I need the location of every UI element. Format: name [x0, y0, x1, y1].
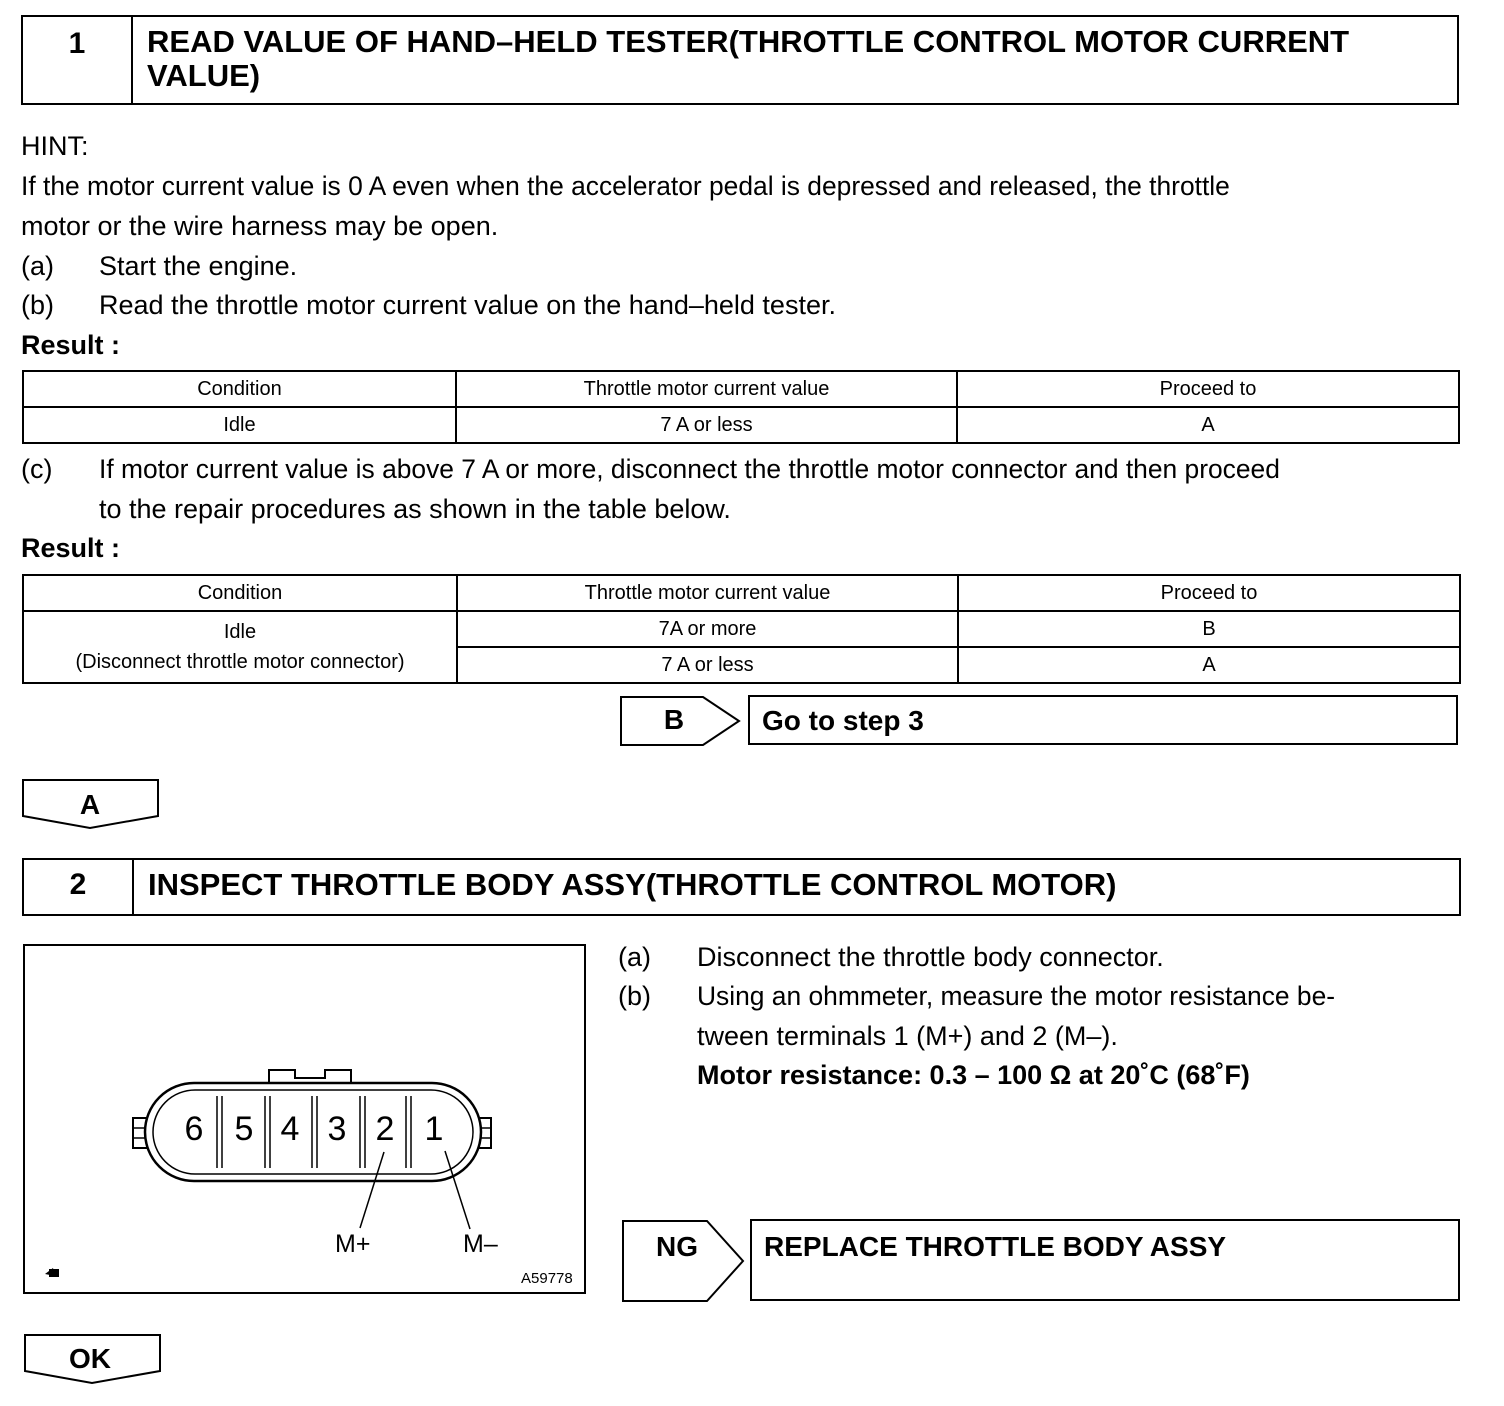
branch-a-tag: A: [79, 789, 101, 820]
step-b-label: (b): [21, 290, 54, 320]
label-m-plus: M+: [335, 1230, 371, 1258]
table-header-row: [23, 371, 1459, 407]
step-2-header: [22, 858, 1461, 916]
condition-line1: Idle: [223, 621, 257, 643]
terminal-5: 5: [234, 1110, 254, 1148]
step-c-text-line1: If motor current value is above 7 A or more, disconnect the throttle motor connector and then proceed: [99, 454, 1280, 484]
header-proceed-to: Proceed to: [957, 371, 1459, 407]
result-label: Result :: [21, 330, 121, 360]
step-title: INSPECT THROTTLE BODY ASSY(THROTTLE CONTROL MOTOR): [148, 867, 1117, 902]
cell-proceed-to: B: [958, 611, 1460, 647]
branch-b-result: Go to step 3: [748, 695, 1458, 745]
step-1-header: [21, 15, 1459, 105]
figure-id: A59778: [521, 1270, 573, 1287]
hint-text-line1: If the motor current value is 0 A even when the accelerator pedal is depressed and released, the throttle: [21, 171, 1230, 201]
cell-proceed-to: A: [957, 407, 1459, 443]
terminal-4: 4: [280, 1110, 300, 1148]
header-current-value: Throttle motor current value: [457, 575, 958, 611]
step2-b-text-line2: tween terminals 1 (M+) and 2 (M–).: [697, 1021, 1118, 1051]
hint-text-line2: motor or the wire harness may be open.: [21, 211, 499, 241]
step2-b-text-line1: Using an ohmmeter, measure the motor resistance be-: [697, 981, 1336, 1011]
table-row: [23, 407, 1459, 443]
result-label-2: Result :: [21, 533, 121, 563]
step-number: 1: [23, 17, 133, 103]
cell-current-value: 7 A or less: [456, 407, 957, 443]
cell-current-value: 7A or more: [457, 611, 958, 647]
step-c-text-line2: to the repair procedures as shown in the table below.: [99, 494, 731, 524]
header-condition: Condition: [23, 371, 456, 407]
header-proceed-to: Proceed to: [958, 575, 1460, 611]
step-c-label: (c): [21, 454, 53, 484]
result-table-1: [22, 370, 1460, 444]
cell-condition: [23, 611, 457, 683]
branch-ng-tag: NG: [656, 1231, 698, 1262]
label-m-minus: M–: [463, 1230, 498, 1258]
branch-ok-tag: OK: [69, 1343, 111, 1374]
hint-label: HINT:: [21, 131, 89, 161]
cell-proceed-to: A: [958, 647, 1460, 683]
header-current-value: Throttle motor current value: [456, 371, 957, 407]
step-a-label: (a): [21, 251, 54, 281]
table-row: [23, 611, 1460, 647]
header-condition: Condition: [23, 575, 457, 611]
condition-line2: (Disconnect throttle motor connector): [75, 651, 405, 673]
step-title: READ VALUE OF HAND–HELD TESTER(THROTTLE CONTROL MOTOR CURRENT VALUE): [147, 24, 1350, 93]
cell-condition: Idle: [23, 407, 456, 443]
step2-a-label: (a): [618, 942, 651, 972]
step-a-text: Start the engine.: [99, 251, 298, 281]
terminal-2: 2: [375, 1110, 395, 1148]
corner-mark-icon: [45, 1268, 59, 1277]
result-table-2: [22, 574, 1461, 684]
terminal-1: 1: [424, 1110, 444, 1148]
terminal-6: 6: [184, 1110, 204, 1148]
cell-current-value: 7 A or less: [457, 647, 958, 683]
table-header-row: [23, 575, 1460, 611]
motor-resistance-spec: Motor resistance: 0.3 – 100 Ω at 20˚C (68˚F): [697, 1060, 1250, 1090]
step-b-text: Read the throttle motor current value on the hand–held tester.: [99, 290, 836, 320]
connector-figure: [23, 944, 586, 1294]
branch-b-tag: B: [663, 704, 685, 735]
step-number: 2: [24, 860, 134, 914]
step2-a-text: Disconnect the throttle body connector.: [697, 942, 1164, 972]
terminal-3: 3: [327, 1110, 347, 1148]
branch-ng-result: REPLACE THROTTLE BODY ASSY: [750, 1219, 1460, 1301]
step2-b-label: (b): [618, 981, 651, 1011]
